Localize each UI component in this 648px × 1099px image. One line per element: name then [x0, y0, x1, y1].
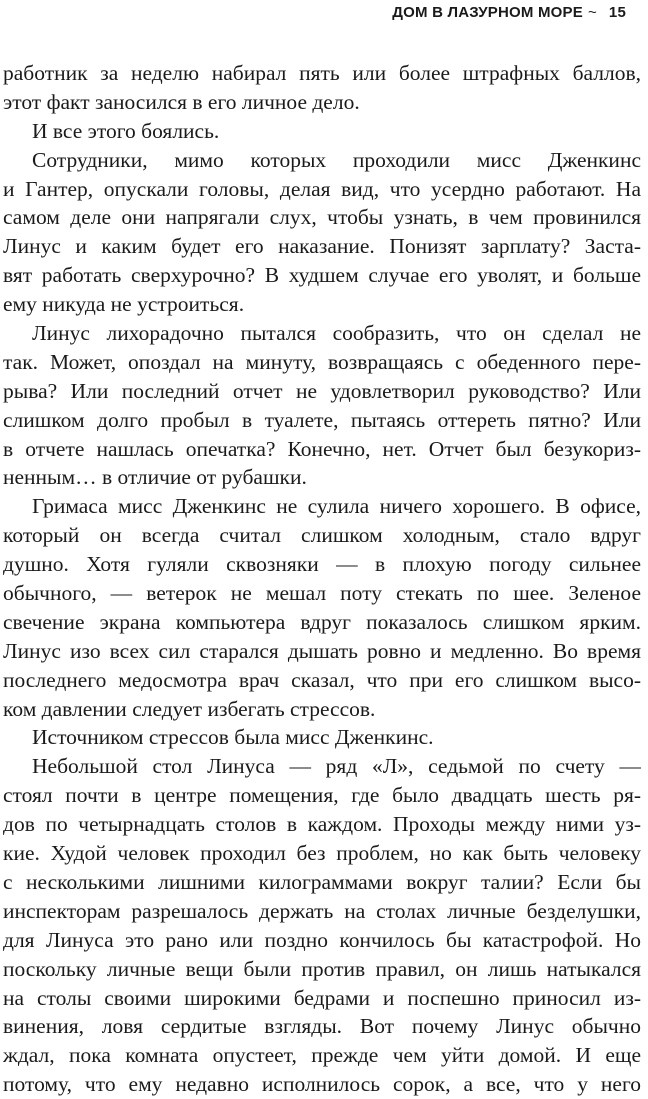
text-line: Источником стрессов была мисс Дженкинс. [32, 725, 434, 750]
text-line: работник за неделю набирал пять или более штрафных баллов, [3, 61, 641, 85]
text-line: и Гантер, опускали головы, делая вид, что усердно работают. На [3, 176, 641, 201]
text-line: рыва? Или последний отчет не удовлетворил руководство? Или [3, 378, 641, 403]
text-line: Гримаса мисс Дженкинс не сулила ничего хорошего. В офисе, [32, 494, 641, 519]
text-line: поскольку личные вещи были против правил, он лишь натыкался [3, 956, 641, 981]
text-line: Линус изо всех сил старался дышать ровно и медленно. Во время [3, 638, 641, 663]
running-title: ДОМ В ЛАЗУРНОМ МОРЕ [392, 4, 583, 21]
text-line: стоял почти в центре помещения, где было двадцать шесть ря- [3, 783, 641, 808]
text-line: последнего медосмотра врач сказал, что при его слишком высо- [3, 667, 641, 692]
text-line: Небольшой стол Линуса — ряд «Л», седьмой по счету — [32, 754, 641, 779]
text-line: ненным… в отличие от рубашки. [3, 465, 307, 490]
text-line: с несколькими лишними килограммами вокруг талии? Если бы [3, 869, 641, 894]
text-line: слишком долго пробыл в туалете, пытаясь оттереть пятно? Или [3, 407, 641, 432]
text-line: ждал, пока комната опустеет, прежде чем уйти домой. И еще [3, 1043, 641, 1068]
text-line: Линус лихорадочно пытался сообразить, что он сделал не [32, 321, 641, 346]
text-line: дов по четырнадцать столов в каждом. Проходы между ними уз- [3, 812, 641, 837]
text-line: инспекторам разрешалось держать на столах личные безделушки, [3, 898, 641, 923]
text-line: свечение экрана компьютера вдруг показалось слишком ярким. [3, 609, 641, 634]
text-line: этот факт заносился в его личное дело. [3, 89, 360, 114]
text-line: на столы своими широкими бедрами и поспешно приносил из- [3, 985, 641, 1010]
text-line: ком давлении следует избегать стрессов. [3, 696, 376, 721]
body-text [3, 59, 641, 1099]
running-header [392, 4, 626, 21]
page-number: 15 [608, 4, 626, 21]
text-line: потому, что ему недавно исполнилось сорок, а все, что у него [3, 1072, 641, 1097]
text-line: обычного, — ветерок не мешал поту стекать по шее. Зеленое [3, 581, 641, 606]
text-line: кие. Худой человек проходил без проблем, но как быть человеку [3, 841, 641, 866]
text-line: самом деле они напрягали слух, чтобы узнать, в чем провинился [3, 205, 641, 230]
text-line: И все этого боялись. [32, 118, 220, 143]
text-line: в отчете нашлась опечатка? Конечно, нет. Отчет был безукориз- [3, 436, 641, 461]
text-line: для Линуса это рано или поздно кончилось бы катастрофой. Но [3, 927, 641, 952]
text-line: винения, ловя сердитые взгляды. Вот почему Линус обычно [3, 1014, 641, 1039]
text-line: душно. Хотя гуляли сквозняки — в плохую погоду сильнее [3, 552, 641, 577]
text-line: ему никуда не устроиться. [3, 292, 245, 317]
text-line: который он всегда считал слишком холодным, стало вдруг [3, 523, 641, 548]
header-separator: ~ [587, 4, 597, 21]
text-line: Сотрудники, мимо которых проходили мисс Дженкинс [32, 147, 641, 172]
text-line: Линус и каким будет его наказание. Понизят зарплату? Заста- [3, 234, 641, 259]
text-line: так. Может, опоздал на минуту, возвращаясь с обеденного пере- [3, 349, 641, 374]
text-line: вят работать сверхурочно? В худшем случае его уволят, и больше [3, 263, 641, 288]
